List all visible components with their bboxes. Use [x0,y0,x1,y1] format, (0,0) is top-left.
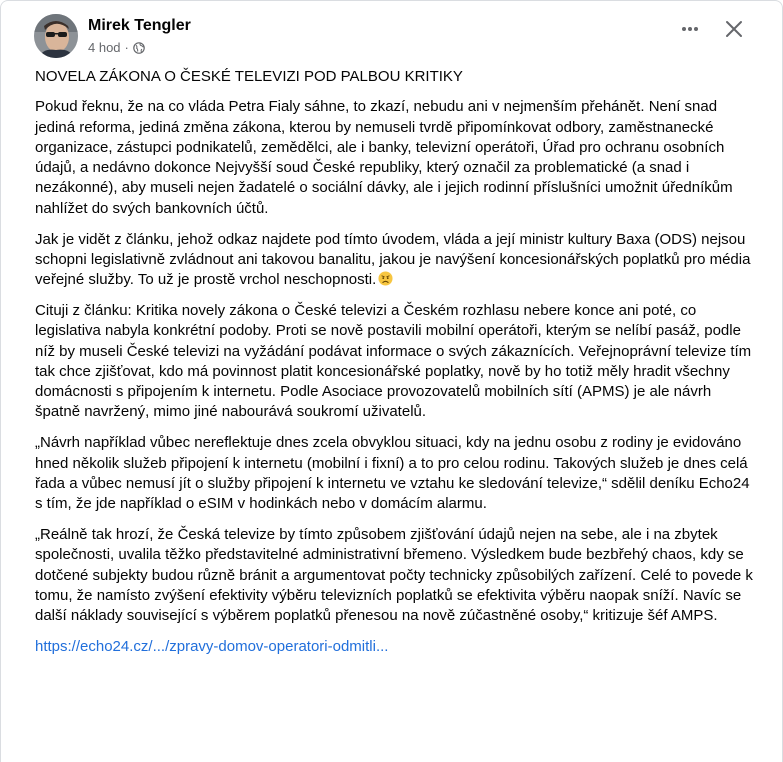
article-link[interactable]: https://echo24.cz/.../zpravy-domov-operatori-odmitli... [35,637,389,655]
post-paragraph: „Reálně tak hrozí, že Česká televize by tímto způsobem zjišťování údajů nejen na sebe, ale i na zbytek společnosti, uvalila těžko představitelné administrativní břemeno. Výsledkem bude bezbřehý chaos, kdy se dotčené subjekty budou různě bránit a argumentovat počty technicky způsobilých zařízení. Celé to povede k tomu, že namísto zvýšení efektivity výběru televizních poplatků se efektivita výběru naopak sníží. Navíc se další náklady související s výběrem poplatků přenesou na nově zúčastněné osoby,“ kritizuje šéf AMPS. [35,525,753,625]
post-header [34,12,191,60]
avatar[interactable] [34,14,78,58]
post-paragraph: Pokud řeknu, že na co vláda Petra Fialy sáhne, to zkazí, nebudu ani v nejmenším přehánět. Není snad jediná reforma, jediná změna zákona, kterou by nemuseli tvrdě připomínkovat odbory, zaměstnanecké organizace, zástupci podnikatelů, zemědělci, ale i banky, televizní operátoři, Úřad pro ochranu osobních údajů, a nedávno dokonce Nejvyšší soud České republiky, který označil za problematické (a snad i nezákonné), aby museli nejen žadatelé o sociální dávky, ale i jejich rodinní příslušníci umožnit úředníkům nahlížet do svých bankovních účtů. [35,98,733,217]
close-button[interactable] [716,13,752,49]
globe-icon[interactable] [133,42,145,54]
close-icon [724,19,744,44]
post-paragraph-text: Jak je vidět z článku, jehož odkaz najdete pod tímto úvodem, vláda a její ministr kultury Baxa (ODS) nejsou schopni legislativně zvládnout ani takovou banalitu, jakou je navýšení koncesionářských poplatků pro média veřejné služby. To už je prostě vrchol neschopnosti. [35,230,751,289]
author-name[interactable]: Mirek Tengler [88,17,191,34]
more-options-icon [680,19,700,44]
post-actions [672,13,752,49]
post-meta [88,16,191,56]
post-timestamp[interactable]: 4 hod [88,40,121,55]
post-subline [88,40,191,56]
post-content [35,67,755,668]
post-paragraph: Cituji z článku: Kritika novely zákona o České televizi a Českém rozhlasu nebere konce ani poté, co legislativa nabyla konkrétní podoby. Proti se nově postavili mobilní operátoři, kterým se nelíbí pasáž, podle níž by museli České televizi na vyžádání podávat informace o svých zákaznících. Veřejnoprávní televize tím tak chce zjišťovat, kdo má povinnost platit koncesionářské poplatky, nově by ho totiž měly hradit všechny domácnosti s připojením k internetu. Podle Asociace provozovatelů mobilních sítí (APMS) je ale návrh špatně navržený, mimo jiné nabourává soukromí uživatelů. [35,301,752,421]
post-paragraph [35,230,755,291]
disappointed-face-icon [378,271,393,286]
post-link-paragraph [35,637,755,657]
more-options-button[interactable] [672,13,708,49]
post-paragraph: „Návrh například vůbec nereflektuje dnes zcela obvyklou situaci, kdy na jednu osobu z rodiny je evidováno hned několik služeb připojení k internetu (mobilní i fixní) a to pro celou rodinu. Takových služeb je dnes celá řada a vůbec nemusí jít o služby připojení k internetu ve vztahu ke sledování televize,“ sdělil deníku Echo24 s tím, že jde například o eSIM v hodinkách nebo v domácím alarmu. [35,434,750,513]
post-title: NOVELA ZÁKONA O ČESKÉ TELEVIZI POD PALBOU KRITIKY [35,68,463,85]
separator-dot: · [124,40,129,55]
